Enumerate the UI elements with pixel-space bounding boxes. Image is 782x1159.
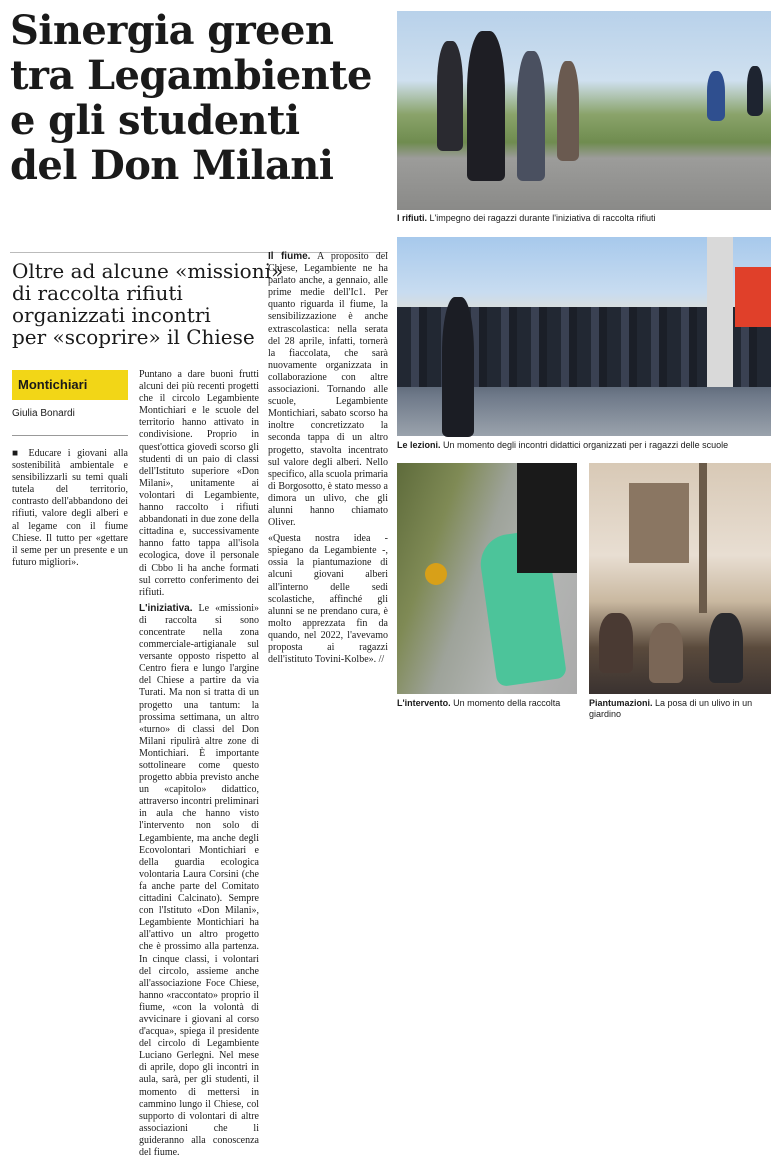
headline-line: Sinergia green (10, 7, 334, 54)
photo-tree-planting (589, 463, 771, 694)
body-paragraph: Puntano a dare buoni frutti alcuni dei più recenti progetti che il circolo Legambiente Montichiari e le scuole del territorio hanno attivato in condivisione. Proprio in quest'ottica giovedì scorso gli studenti di un paio di classi dell'Istituto superiore «Don Milani», unitamente ai volontari di Legambiente, hanno raccolto i rifiuti abbandonati in due zone della cittadina e, successivamente hanno fatto tappa all'isola ecologica, dove il personale di Cbbo li ha anche formati sul corretto conferimento dei rifiuti. (139, 369, 259, 598)
body-column-2 (139, 369, 259, 1158)
headline-line: tra Legambiente (10, 52, 372, 99)
headline-line: del Don Milani (10, 142, 334, 189)
photo-intervention (397, 463, 577, 694)
photo-caption: Le lezioni. Un momento degli incontri didattici organizzati per i ragazzi delle scuole (397, 440, 729, 450)
headline-line: e gli studenti (10, 97, 300, 144)
photo-caption: Piantumazioni. La posa di un ulivo in un giardino (589, 698, 753, 719)
divider (12, 435, 128, 436)
body-paragraph: Il fiume. A proposito del Chiese, Legambiente ne ha parlato anche, a gennaio, alle prime medie dell'Ic1. Per quanto riguarda il fiume, la sensibilizzazione è anche extrascolastica: nella serata del 28 aprile, infatti, tornerà la fiaccolata, che sarà nuovamente organizzata in collaborazione con altre associazioni. Tornando alle scuole, Legambiente Montichiari, sabato scorso ha inoltre concretizzato la seconda tappa di un altro progetto, stavolta incentrato sul valore degli alberi. Nello specifico, alla scuola primaria di Borgosotto, è stato messo a dimora un ulivo, che gli alunni hanno chiamato Oliver. (268, 251, 388, 529)
photo-caption: I rifiuti. L'impegno dei ragazzi durante l'iniziativa di raccolta rifiuti (397, 213, 656, 223)
headline (10, 8, 390, 188)
photo-caption: L'intervento. Un momento della raccolta (397, 698, 561, 708)
body-column-3 (268, 251, 388, 705)
body-paragraph: «Questa nostra idea - spiegano da Legambiente -, ossia la piantumazione di alcuni giovani alberi all'interno delle sedi scolastiche, affinché gli alunni se ne prendano cura, è molto apprezzata fin da quando, nel 2022, l'avevamo proposta ai ragazzi dell'istituto Tovini-Kolbe». // (268, 533, 388, 666)
body-paragraph: ■ Educare i giovani alla sostenibilità ambientale e sensibilizzarli su temi quali tutela del territorio, contrasto dell'abbandono dei rifiuti, valore degli alberi e al legame con il fiume Chiese. Il tutto per «gettare il seme per un presente e un futuro migliori». (12, 448, 128, 568)
body-column-1 (12, 448, 128, 705)
subheadline-line: Oltre ad alcune «missioni» (12, 259, 284, 283)
subheadline-line: organizzati incontri (12, 303, 211, 327)
subheadline-line: di raccolta rifiuti (12, 281, 183, 305)
subheadline-line: per «scoprire» il Chiese (12, 325, 255, 349)
photo-lessons (397, 237, 771, 436)
location-tag: Montichiari (12, 370, 128, 400)
photo-litter-collection (397, 11, 771, 210)
body-paragraph: L'iniziativa. Le «missioni» di raccolta si sono concentrate nella zona commerciale-artigianale sul versante opposto rispetto al Centro fiera e lungo l'argine del Chiese a partire da via Turati. Ma non si tratta di un progetto una tantum: la prossima settimana, un altro «turno» di classi del Don Milani ripulirà altre zone di Montichiari. È importante sottolineare come questo progetto abbia previsto anche un «capitolo» didattico, attraverso incontri preliminari in aula che hanno visto l'intervento non solo di Legambiente, ma anche degli Ecovolontari Montichiari e della guardia ecologica volontaria Laura Corsini (che fa anche parte del Comitato cittadini Calcinato). Sempre con l'Istituto «Don Milani», Legambiente Montichiari ha all'attivo un altro progetto che è prossimo alla partenza. In cinque classi, i volontari del circolo, assieme anche all'associazione Foce Chiese, hanno «raccontato» proprio il fiume, «con la volontà di avvicinare i giovani al corso d'acqua», spiega il presidente del circolo di Legambiente Luciano Gerlegni. Nel mese di aprile, dopo gli incontri in aula, sarà, per gli studenti, il momento di mettersi in cammino lungo il Chiese, col supporto di volontari di altre associazioni che li guideranno alla conoscenza del fiume. (139, 602, 259, 1158)
author-byline: Giulia Bonardi (12, 408, 75, 419)
